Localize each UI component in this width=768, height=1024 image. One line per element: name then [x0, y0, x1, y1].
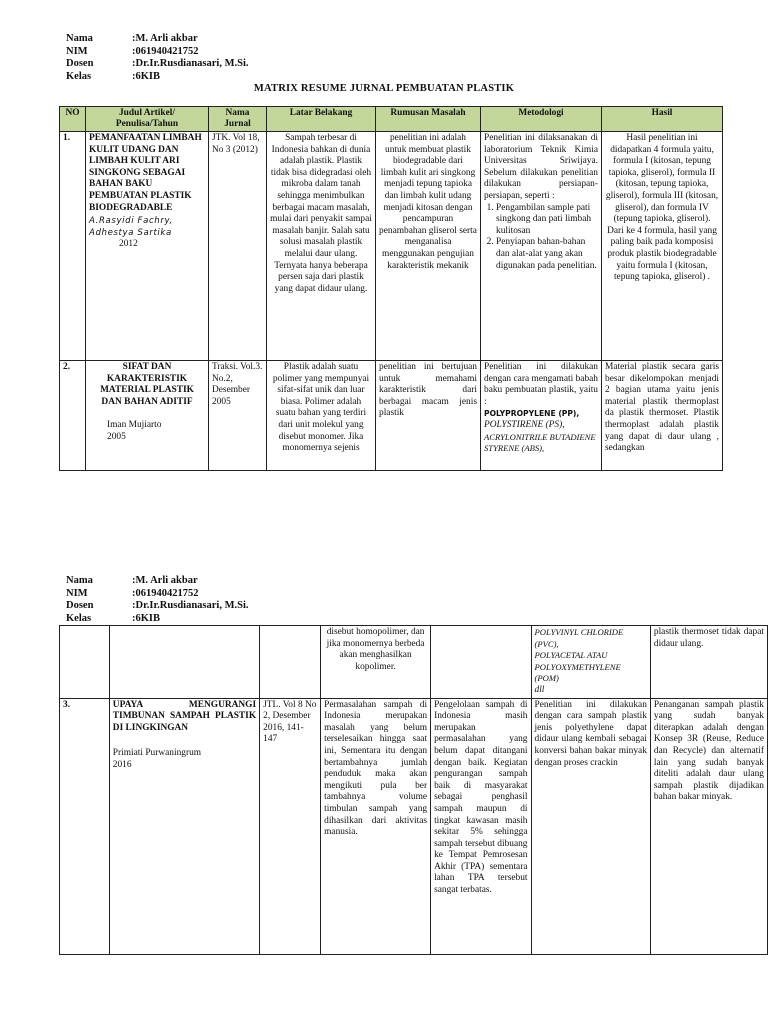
info-label: Dosen: [66, 58, 94, 69]
row-number: 3.: [60, 698, 110, 954]
article-title: UPAYA MENGURANGI TIMBUNAN SAMPAH PLASTIK DI LINGKINGAN: [112, 699, 257, 733]
table-header-row: [60, 107, 723, 132]
result-text: Penanganan sampah plastik yang sudah banyak diterapkan adalah dengan Konsep 3R (Reuse, Reduce dan Recycle) dan alternatif lain yang sudah banyak diteliti adalah daur ulang sampah plastik dijadikan bahan bakar minyak.: [650, 698, 767, 954]
resume-table-continued: [59, 625, 768, 955]
column-header: Rumusan Masalah: [376, 107, 481, 132]
student-info: [66, 33, 249, 83]
info-label: Nama: [66, 33, 93, 44]
background-text: Plastik adalah suatu polimer yang mempunyai sifat-sifat unik dan luar biasa. Polimer adalah suatu bahan yang terdiri dari unit molekul yang disebut monomer. Jika monomernya sejenis: [267, 361, 376, 471]
article-year: 2012: [119, 239, 138, 250]
info-value: :061940421752: [132, 587, 199, 599]
method-text: Penelitian ini dilakukan dengan cara sampah plastik jenis polyethylene dapat didaur ulang kembali sebagai konversi bahan bakar minyak dengan proses crackin: [531, 698, 650, 954]
problem-text: penelitian ini adalah untuk membuat plastik biodegradable dari limbah kulit ari singkong menjadi tepung tapioka dan limbah kulit udang menjadi kitosan dengan pencampuran penambahan gliserol serta menganalisa menggunakan pengujian karakteristik mekanik: [376, 132, 481, 361]
empty-cell: [109, 626, 259, 699]
column-header: Latar Belakang: [267, 107, 376, 132]
method-cell: [481, 132, 602, 361]
column-header: Judul Artikel/ Penulisa/Tahun: [86, 107, 209, 132]
column-header: Metodologi: [481, 107, 602, 132]
article-year: 2005: [107, 431, 126, 442]
background-text: Permasalahan sampah di Indonesia merupakan masalah yang belum terselesaikan hingga saat ini, Sementara itu dengan bertambahnya jumlah penduduk maka akan mengikuti pula ber tambahnya volume timbulan sampah yang dihasilkan dari aktivitas manusia.: [321, 698, 431, 954]
method-step: 1. Pengambilan sample pati singkong dan pati limbah kulitosan: [496, 203, 598, 238]
method-text: Penelitian ini dilakukan dengan cara mengamati babah baku pembuatan plastik, yaitu :: [484, 362, 598, 407]
method-material: ACRYLONITRILE BUTADIENE STYRENE (ABS),: [484, 431, 596, 454]
empty-cell: [60, 626, 110, 699]
info-label: NIM: [66, 45, 88, 57]
article-authors: A.Rasyidi Fachry, Adhestya Sartika: [89, 216, 173, 238]
article-author: Iman Mujiarto: [107, 420, 162, 431]
result-text: Material plastik secara garis besar dikelompokan menjadi 2 bagian utama yaitu jenis material plastik thermoplast da plastik thermoset. Plastik thermoplast adalah plastik yang dapat di daur ulang , sedangkan: [602, 361, 723, 471]
column-header: Hasil: [602, 107, 723, 132]
problem-text: penelitian ini bertujuan untuk memahami karakteristik dari berbagai macam jenis plastik: [376, 361, 481, 471]
info-label: Nama: [66, 575, 93, 586]
info-value: :6KIB: [132, 612, 161, 624]
table-row: [60, 626, 768, 699]
background-text: disebut homopolimer, dan jika monomernya berbeda akan menghasilkan kopolimer.: [321, 626, 431, 699]
info-label: Kelas: [66, 70, 92, 82]
method-material: POLYSTIRENE (PS),: [484, 419, 565, 430]
method-steps: [484, 203, 598, 273]
table-row: [60, 361, 723, 471]
article-cell: [86, 361, 209, 471]
document-title: MATRIX RESUME JURNAL PEMBUATAN PLASTIK: [253, 83, 515, 94]
method-material: POLYPROPYLENE (PP),: [484, 409, 580, 419]
problem-text: Pengelolaan sampah di Indonesia masih merupakan permasalahan yang belum dapat ditangani dengan baik. Kegiatan pengurangan sampah baik di masyarakat sebagai penghasil sampah maupun di tingkat kawasan masih sekitar 5% sehingga sampah tersebut dibuang ke Tempat Pemrosesan Akhir (TPA) sementara lahan TPA tersebut sangat terbatas.: [431, 698, 531, 954]
resume-table: [59, 106, 723, 471]
info-value: :061940421752: [132, 45, 199, 57]
article-year: 2016: [112, 759, 132, 770]
method-text: Penelitian ini dilaksanakan di laboratorium Teknik Kimia Universitas Sriwijaya. Sebelum dilakukan penelitian dilakukan persiapan-persiapan, seperti :: [484, 133, 598, 201]
info-value: :Dr.Ir.Rusdianasari, M.Si.: [132, 58, 249, 69]
row-number: 2.: [60, 361, 86, 471]
method-material: POLYACETAL ATAU POLYOXYMETHYLENE (POM): [534, 650, 621, 684]
article-title: PEMANFAATAN LIMBAH KULIT UDANG DAN LIMBAH KULIT ARI SINGKONG SEBAGAI BAHAN BAKU PEMBUATAN PLASTIK BIODEGRADABLE: [89, 133, 202, 213]
result-text: plastik thermoset tidak dapat didaur ulang.: [650, 626, 767, 699]
empty-cell: [260, 626, 321, 699]
info-value: :M. Arli akbar: [132, 575, 198, 586]
info-value: :Dr.Ir.Rusdianasari, M.Si.: [132, 600, 249, 611]
method-material: dll: [534, 684, 545, 695]
method-step: 2. Penyiapan bahan-bahan dan alat-alat yang akan digunakan pada penelitian.: [496, 237, 598, 272]
column-header: Nama Jurnal: [209, 107, 267, 132]
info-value: :M. Arli akbar: [132, 33, 198, 44]
table-row: [60, 698, 768, 954]
article-title: SIFAT DAN KARAKTERISTIK MATERIAL PLASTIK DAN BAHAN ADITIF: [100, 362, 194, 407]
journal-name: JTK. Vol 18, No 3 (2012): [209, 132, 267, 361]
info-label: NIM: [66, 587, 88, 599]
column-header: NO: [60, 107, 86, 132]
article-cell: [109, 698, 259, 954]
info-label: Dosen: [66, 600, 94, 611]
student-info: [66, 575, 249, 625]
journal-name: JTL. Vol 8 No 2, Desember 2016, 141-147: [260, 698, 321, 954]
info-label: Kelas: [66, 612, 92, 624]
method-cell: [481, 361, 602, 471]
background-text: Sampah terbesar di Indonesia bahkan di dunia adalah plastik. Plastik tidak bisa didegradasi oleh mikroba dalam tanah sehingga menimbulkan berbagai macam masalah, mulai dari penyakit sampai masalah banjir. Salah satu solusi masalah plastik melalui daur ulang. Ternyata hanya beberapa persen saja dari plastik yang dapat didaur ulang.: [267, 132, 376, 361]
journal-name: Traksi. Vol.3. No.2, Desember 2005: [209, 361, 267, 471]
result-text: Hasil penelitian ini didapatkan 4 formula yaitu, formula I (kitosan, tepung tapioka, gliserol), formula II (kitosan, tepung tapioka, gliserol), formula III (kitosan, gliserol), dan formula IV (tepung tapioka, gliserol). Dari ke 4 formula, hasil yang paling baik pada komposisi produk plastik biodegradable yaitu formula I (kitosan, tepung tapioka, gliserol) .: [602, 132, 723, 361]
info-value: :6KIB: [132, 70, 161, 82]
row-number: 1.: [60, 132, 86, 361]
method-material: POLYVINYL CHLORIDE (PVC),: [534, 627, 624, 649]
method-cell: [531, 626, 650, 699]
article-cell: [86, 132, 209, 361]
empty-cell: [431, 626, 531, 699]
table-row: [60, 132, 723, 361]
article-author: Primiati Purwaningrum: [112, 748, 202, 759]
